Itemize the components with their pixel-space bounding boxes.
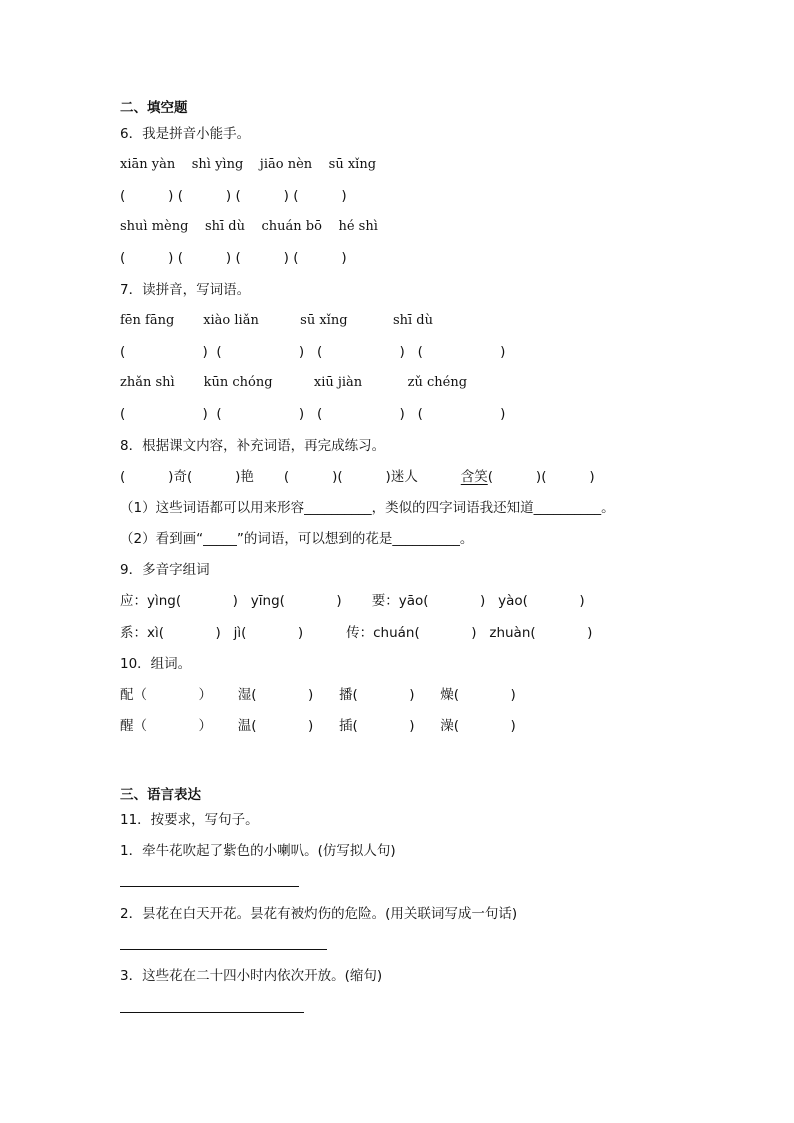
- q11-item-3-answer-line[interactable]: [120, 1012, 304, 1013]
- q11-item-1-answer-line[interactable]: [120, 886, 299, 887]
- section-3-title: 三、语言表达: [120, 787, 201, 803]
- q11-item-1: 1．牵牛花吹起了紫色的小喇叭。(仿写拟人句): [120, 843, 396, 859]
- q8-words-a: ( )奇( )艳 ( )( )迷人: [120, 469, 461, 485]
- section-2-title: 二、填空题: [120, 100, 188, 116]
- q8-sub-question-1[interactable]: （1）这些词语都可以用来形容__________，类似的四字词语我还知道__________。: [120, 500, 615, 516]
- q6-prompt: 6．我是拼音小能手。: [120, 126, 251, 142]
- q7-pinyin-row-2: zhǎn shì kūn chóng xiū jiàn zǔ chéng: [120, 375, 468, 390]
- q9-prompt: 9．多音字组词: [120, 562, 210, 578]
- q10-prompt: 10．组词。: [120, 656, 192, 672]
- q6-blanks-row-1[interactable]: ( ) ( ) ( ) ( ): [120, 188, 347, 204]
- q8-words[interactable]: [120, 468, 595, 486]
- q8-sub-question-2[interactable]: （2）看到画“_____”的词语，可以想到的花是__________。: [120, 531, 474, 547]
- q7-blanks-row-2[interactable]: ( ) ( ) ( ) ( ): [120, 406, 506, 422]
- q9-row-2[interactable]: 系：xì( ) jì( ) 传：chuán( ) zhuàn( ): [120, 625, 593, 641]
- q6-blanks-row-2[interactable]: ( ) ( ) ( ) ( ): [120, 250, 347, 266]
- q10-row-1[interactable]: 配（ ） 湿( ) 播( ) 燥( ): [120, 687, 516, 703]
- q7-prompt: 7．读拼音，写词语。: [120, 282, 251, 298]
- q7-blanks-row-1[interactable]: ( ) ( ) ( ) ( ): [120, 344, 506, 360]
- q8-words-underlined: 含笑: [460, 469, 488, 485]
- q11-prompt: 11．按要求，写句子。: [120, 812, 259, 828]
- q10-row-2[interactable]: 醒（ ） 温( ) 插( ) 澡( ): [120, 718, 516, 734]
- q9-row-1[interactable]: 应：yìng( ) yīng( ) 要：yāo( ) yào( ): [120, 593, 585, 609]
- q6-pinyin-row-2: shuì mèng shī dù chuán bō hé shì: [120, 219, 378, 234]
- q11-item-2: 2．昙花在白天开花。昙花有被灼伤的危险。(用关联词写成一句话): [120, 906, 518, 922]
- q7-pinyin-row-1: fēn fāng xiào liǎn sū xǐng shī dù: [120, 313, 433, 328]
- q8-words-c: ( )( ): [487, 469, 595, 485]
- q8-prompt: 8．根据课文内容，补充词语，再完成练习。: [120, 438, 386, 454]
- q6-pinyin-row-1: xiān yàn shì yìng jiāo nèn sū xǐng: [120, 157, 377, 172]
- q11-item-2-answer-line[interactable]: [120, 949, 327, 950]
- q11-item-3: 3．这些花在二十四小时内依次开放。(缩句): [120, 968, 383, 984]
